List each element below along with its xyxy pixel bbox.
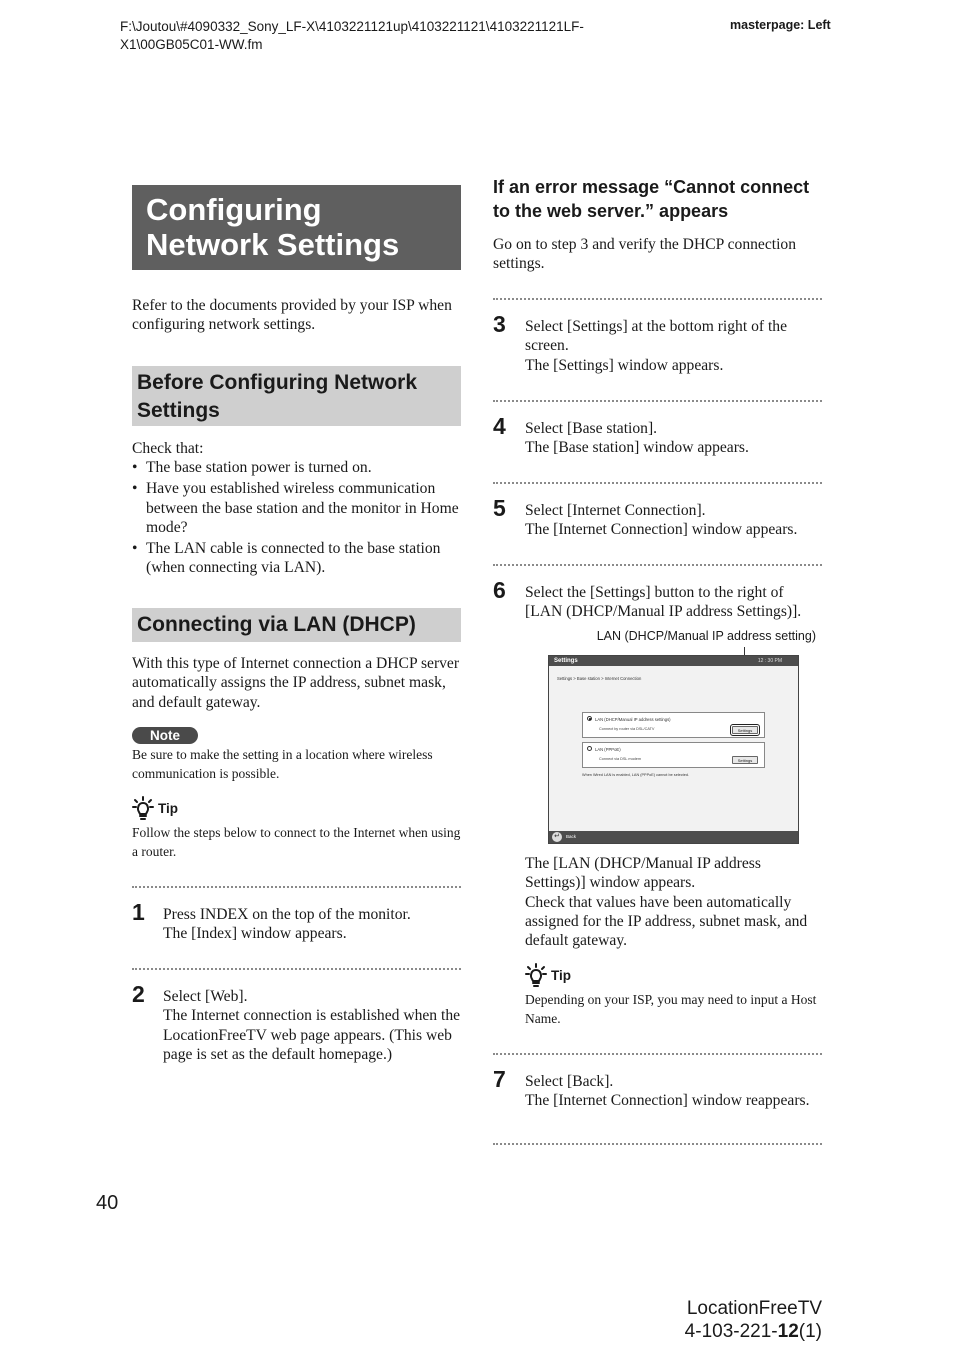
page-title [132, 185, 461, 270]
screen-option-lan-dhcp [582, 712, 765, 738]
step-number: 4 [493, 413, 506, 439]
product-name: LocationFreeTV [686, 1298, 822, 1319]
screen-back-label: Back [566, 834, 577, 839]
option-title: LAN (DHCP/Manual IP address settings) [595, 717, 671, 722]
tip-label: Tip [158, 801, 178, 816]
step-divider [493, 482, 822, 484]
step-number: 6 [493, 577, 506, 603]
radio-selected-icon [587, 716, 592, 721]
after-screen-text: The [LAN (DHCP/Manual IP address Settings)] window appears. Check that values have been automatically assigned for the IP address, subnet mask, and default gateway. [525, 855, 808, 950]
option-title: LAN (PPPoE) [595, 747, 621, 752]
model-code-bold: 12 [777, 1321, 799, 1342]
step-text: Select [Base station]. The [Base station] window appears. [525, 420, 749, 457]
option-subtitle: Connect via DSL modem [599, 757, 642, 761]
screen-settings-button: Settings [732, 756, 758, 764]
step-number: 3 [493, 311, 506, 337]
callout-label: LAN (DHCP/Manual IP address setting) [596, 629, 816, 643]
footer-product-code [650, 1297, 822, 1343]
step-divider [493, 298, 822, 300]
model-code-prefix: 4-103-221- [684, 1321, 778, 1342]
checklist-bullets [132, 458, 461, 577]
model-code-suffix: (1) [798, 1321, 822, 1342]
page-number: 40 [96, 1192, 119, 1214]
model-code [650, 1320, 822, 1343]
step-text: Press INDEX on the top of the monitor. The [Index] window appears. [163, 906, 411, 943]
option-subtitle: Connect by router via DSL/CATV [599, 727, 655, 731]
step-divider [493, 1053, 822, 1055]
step-divider [493, 1143, 822, 1145]
error-heading: If an error message “Cannot connect to the web server.” appears [493, 177, 810, 221]
note-badge: Note [132, 727, 198, 744]
screen-title: Settings [554, 658, 578, 664]
screen-settings-button-selected: Settings [732, 726, 758, 734]
checklist [132, 439, 461, 579]
screen-warning: When Wired LAN is enabled, LAN (PPPoE) cannot be selected. [582, 773, 690, 777]
step-text: Select [Settings] at the bottom right of the screen. The [Settings] window appears. [525, 318, 788, 374]
file-path-header [120, 18, 680, 54]
screen-bottom-bar [549, 831, 798, 843]
step-number: 7 [493, 1066, 506, 1092]
step-divider [493, 564, 822, 566]
masterpage-label: masterpage: Left [730, 18, 831, 32]
file-path-line-2: X1\00GB05C01-WW.fm [120, 37, 263, 52]
step-text: Select the [Settings] button to the right of [LAN (DHCP/Manual IP address Settings)]. [525, 584, 802, 621]
error-text: Go on to step 3 and verify the DHCP connection settings. [493, 236, 797, 273]
section-heading-before-configuring: Before Configuring Network Settings [132, 366, 461, 426]
intro-paragraph: Refer to the documents provided by your ISP when configuring network settings. [132, 297, 452, 334]
tip-text: Depending on your ISP, you may need to input a Host Name. [525, 992, 817, 1026]
step-divider [132, 968, 461, 970]
checklist-item: • Have you established wireless communication between the base station and the monitor in Home mode? [132, 479, 461, 537]
screen-status: 12 : 30 PM [757, 658, 782, 664]
file-path-line-1: F:\Joutou\#4090332_Sony_LF-X\4103221121up\4103221121\4103221121LF- [120, 19, 584, 34]
tip-label: Tip [551, 968, 571, 983]
screen-option-lan-pppoe [582, 742, 765, 768]
step-divider [132, 886, 461, 888]
step-number: 5 [493, 495, 506, 521]
screen-title-bar [549, 656, 798, 666]
step-text: Select [Back]. The [Internet Connection] window reappears. [525, 1073, 810, 1110]
step-text: Select [Internet Connection]. The [Internet Connection] window appears. [525, 502, 798, 539]
section-heading-lan-dhcp: Connecting via LAN (DHCP) [132, 608, 461, 642]
lightbulb-tip-icon [525, 962, 547, 988]
settings-screen-illustration [548, 655, 799, 844]
back-arrow-icon: ↵ [552, 832, 562, 842]
step-number: 2 [132, 981, 145, 1007]
dhcp-paragraph: With this type of Internet connection a DHCP server automatically assigns the IP address, subnet mask, and default gateway. [132, 655, 460, 711]
lightbulb-tip-icon [132, 795, 154, 821]
screen-breadcrumb: Settings > Base station > Internet Connection [557, 676, 642, 681]
page-title-line-2: Network Settings [146, 227, 400, 262]
step-divider [493, 400, 822, 402]
checklist-intro: Check that: [132, 440, 204, 457]
radio-icon [587, 746, 592, 751]
tip-text: Follow the steps below to connect to the Internet when using a router. [132, 825, 461, 859]
step-number: 1 [132, 899, 145, 925]
checklist-item: • The LAN cable is connected to the base station (when connecting via LAN). [132, 539, 461, 578]
note-text: Be sure to make the setting in a location where wireless communication is possible. [132, 747, 433, 781]
page-title-line-1: Configuring [146, 192, 322, 227]
step-text: Select [Web]. The Internet connection is established when the LocationFreeTV web page appears. (This web page is set as the default homepage.) [163, 988, 461, 1063]
checklist-item: • The base station power is turned on. [132, 458, 461, 477]
